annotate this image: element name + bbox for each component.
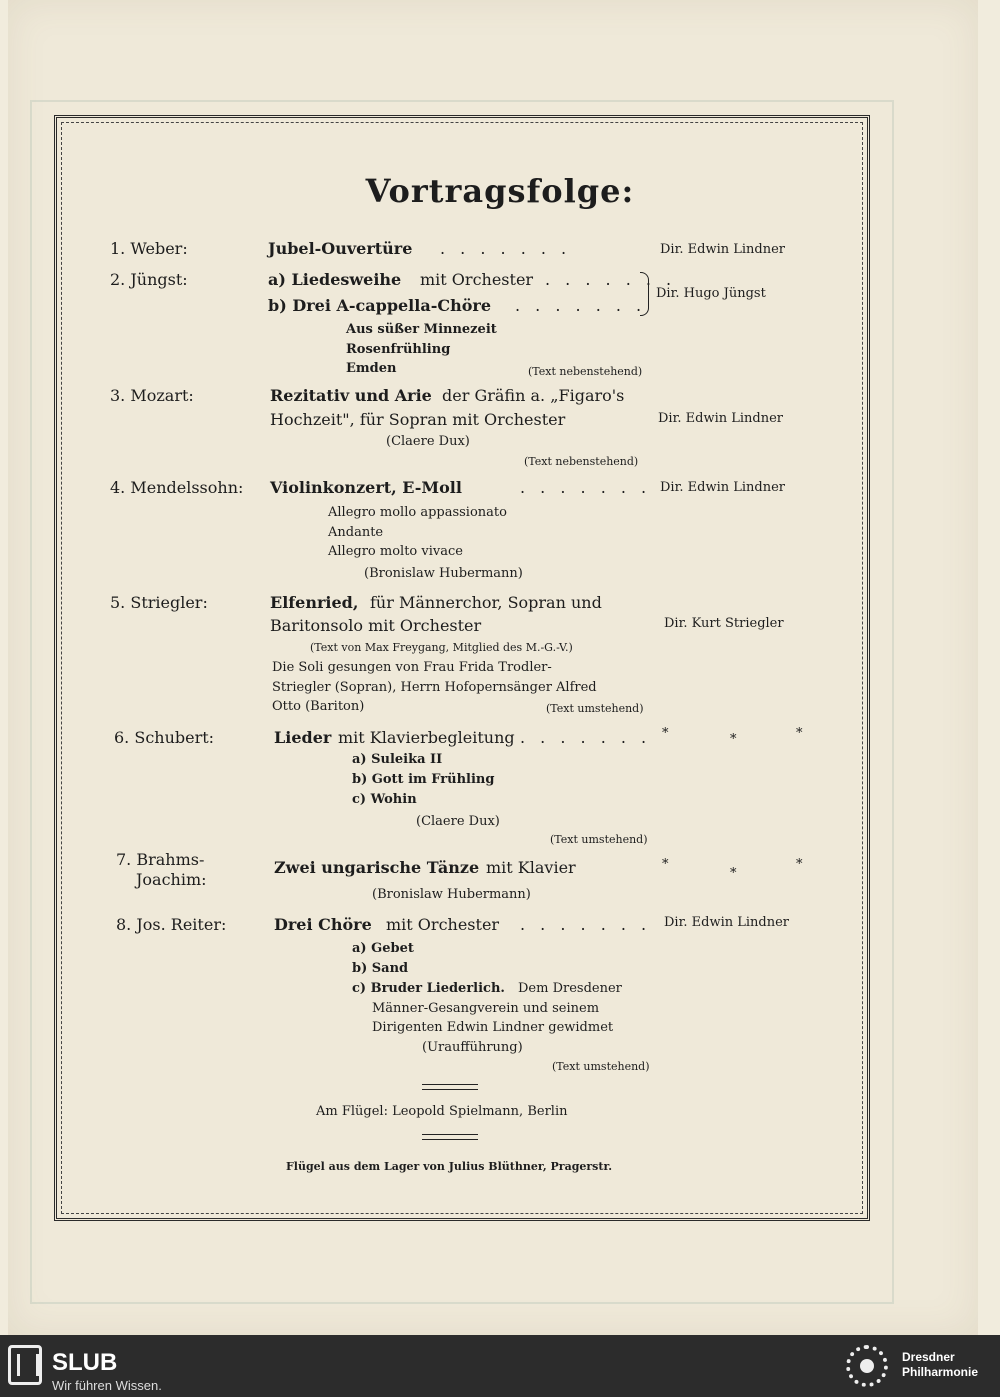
star-marker: * (730, 866, 737, 881)
star-marker: * (662, 726, 669, 741)
dot-leader: . . . . . . . (545, 270, 677, 289)
item2-song3: Emden (346, 361, 397, 376)
star-marker: * (662, 857, 669, 872)
star-marker: * (730, 732, 737, 747)
item2-song2: Rosenfrühling (346, 342, 451, 357)
philharmonie-logo-icon (846, 1345, 888, 1387)
item6-singer: (Claere Dux) (416, 814, 500, 829)
piano-sponsor: Flügel aus dem Lager von Julius Blüthner, Pragerstr. (286, 1160, 613, 1173)
item8-dedication-line1: Dem Dresdener (518, 981, 622, 996)
item3-text-note: (Text nebenstehend) (524, 455, 639, 468)
item8-chorus-a: a) Gebet (352, 941, 414, 956)
item7-soloist: (Bronislaw Hubermann) (372, 887, 531, 902)
brace (640, 272, 649, 316)
item3-work: Rezitativ und Arie (270, 386, 432, 405)
item5-work-rest: für Männerchor, Sopran und (370, 593, 602, 612)
item5-text-credit: (Text von Max Freygang, Mitglied des M.-G.-V.) (310, 641, 573, 654)
item4-movement3: Allegro molto vivace (328, 544, 463, 559)
item6-composer: 6. Schubert: (114, 728, 215, 747)
item2-conductor: Dir. Hugo Jüngst (656, 286, 766, 301)
piano-credit: Am Flügel: Leopold Spielmann, Berlin (316, 1104, 568, 1119)
item5-work-line2: Baritonsolo mit Orchester (270, 616, 482, 635)
separator-line (422, 1084, 478, 1090)
program-title: Vortragsfolge: (365, 172, 635, 210)
item2-work-a-rest: mit Orchester (420, 270, 534, 289)
item2-song1: Aus süßer Minnezeit (346, 322, 497, 337)
item4-movement2: Andante (328, 525, 384, 540)
dot-leader: . . . . . . . (520, 728, 652, 747)
item5-soli-line1: Die Soli gesungen von Frau Frida Trodler- (272, 660, 552, 675)
philharmonie-name (902, 1350, 978, 1380)
item8-conductor: Dir. Edwin Lindner (664, 915, 789, 930)
slub-tagline: Wir führen Wissen. (52, 1378, 162, 1393)
item8-work-rest: mit Orchester (386, 915, 500, 934)
item3-singer: (Claere Dux) (386, 434, 470, 449)
dot-leader: . . . . . . . (440, 239, 572, 258)
item3-work-rest: der Gräfin a. „Figaro's (442, 386, 625, 405)
item3-composer: 3. Mozart: (110, 386, 194, 405)
item5-conductor: Dir. Kurt Striegler (664, 616, 784, 631)
philharmonie-name-line2: Philharmonie (902, 1365, 979, 1379)
dot-leader: . . . . . . . (520, 478, 652, 497)
item3-work-line2: Hochzeit", für Sopran mit Orchester (270, 410, 566, 429)
item8-premiere: (Uraufführung) (422, 1040, 523, 1055)
star-marker: * (796, 857, 803, 872)
item6-work-rest: mit Klavierbegleitung (338, 728, 515, 747)
item7-work-rest: mit Klavier (486, 858, 576, 877)
slub-logo-icon (8, 1345, 42, 1385)
item5-work: Elfenried, (270, 593, 359, 612)
item4-composer: 4. Mendelssohn: (110, 478, 244, 497)
item6-song-c: c) Wohin (352, 792, 417, 807)
item8-dedication-line2: Männer-Gesangverein und seinem (372, 1001, 600, 1016)
item4-soloist: (Bronislaw Hubermann) (364, 566, 523, 581)
star-marker: * (796, 726, 803, 741)
item8-dedication-line3: Dirigenten Edwin Lindner gewidmet (372, 1020, 614, 1035)
item4-work: Violinkonzert, E-Moll (270, 478, 462, 497)
item8-composer: 8. Jos. Reiter: (116, 915, 227, 934)
item7-composer-line2: Joachim: (136, 870, 207, 889)
item1-work: Jubel-Ouvertüre (268, 239, 413, 258)
item3-conductor: Dir. Edwin Lindner (658, 411, 783, 426)
item5-soli-line3: Otto (Bariton) (272, 699, 365, 714)
item8-chorus-b: b) Sand (352, 961, 409, 976)
dot-leader: . . . . . . . (520, 915, 652, 934)
item5-text-note: (Text umstehend) (546, 702, 644, 715)
item2-work-a: a) Liedesweihe (268, 270, 402, 289)
item1-composer: 1. Weber: (110, 239, 188, 258)
item8-text-note: (Text umstehend) (552, 1060, 650, 1073)
item5-composer: 5. Striegler: (110, 593, 208, 612)
item7-composer-line1: 7. Brahms- (116, 850, 205, 869)
item2-text-note: (Text nebenstehend) (528, 365, 643, 378)
item6-text-note: (Text umstehend) (550, 833, 648, 846)
item1-conductor: Dir. Edwin Lindner (660, 242, 785, 257)
item2-work-b: b) Drei A-cappella-Chöre (268, 296, 491, 315)
item2-composer: 2. Jüngst: (110, 270, 188, 289)
separator-line (422, 1134, 478, 1140)
slub-name: SLUB (52, 1349, 118, 1376)
item6-song-b: b) Gott im Frühling (352, 772, 495, 787)
item6-song-a: a) Suleika II (352, 752, 443, 767)
philharmonie-name-line1: Dresdner (902, 1350, 955, 1364)
item5-soli-line2: Striegler (Sopran), Herrn Hofopernsänger Alfred (272, 680, 597, 695)
item8-chorus-c: c) Bruder Liederlich. (352, 981, 505, 996)
item4-conductor: Dir. Edwin Lindner (660, 480, 785, 495)
item8-work: Drei Chöre (274, 915, 372, 934)
dot-leader: . . . . . . . (515, 296, 647, 315)
item4-movement1: Allegro mollo appassionato (328, 505, 507, 520)
item6-work: Lieder (274, 728, 332, 747)
item7-work: Zwei ungarische Tänze (274, 858, 480, 877)
